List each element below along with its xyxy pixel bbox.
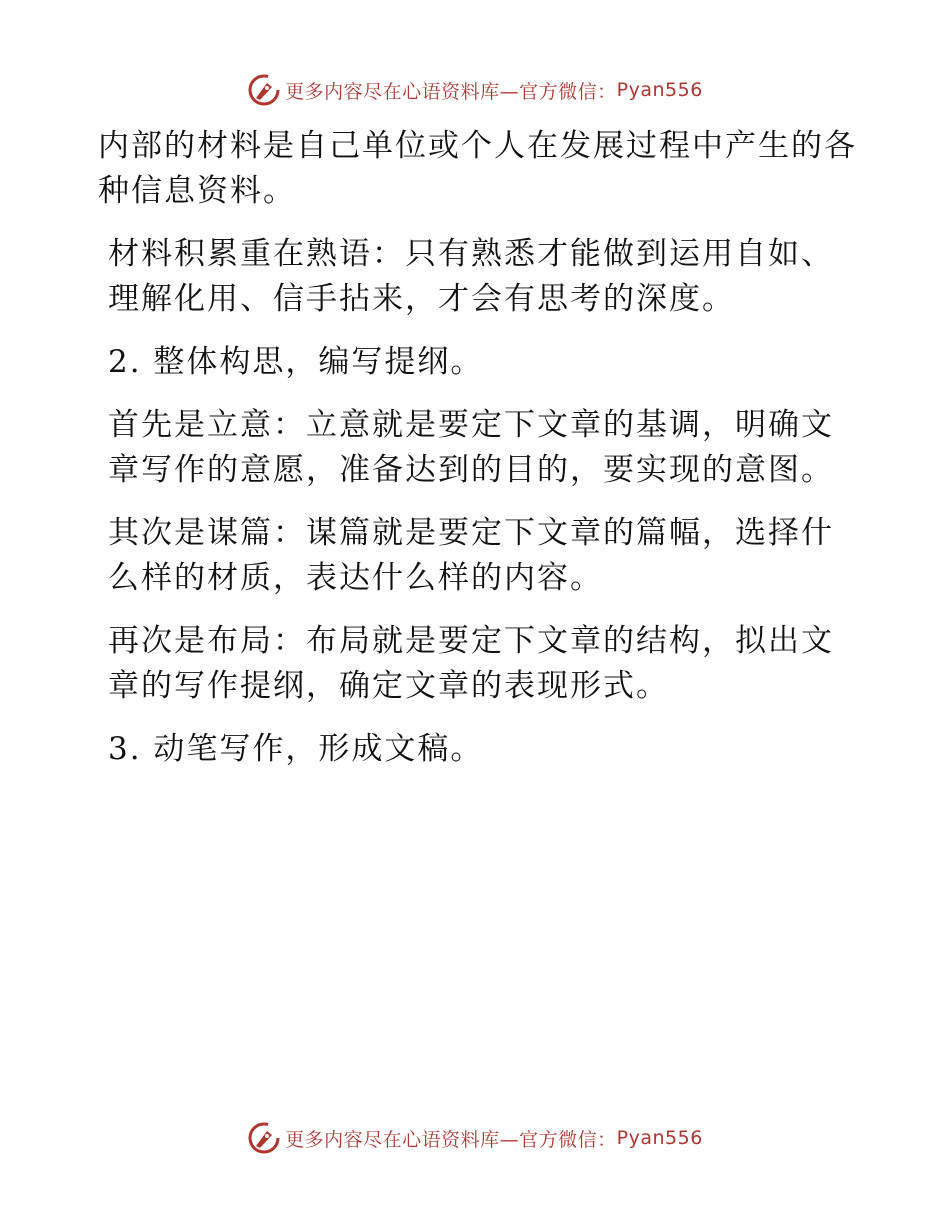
paragraph-layout: 再次是布局：布局就是要定下文章的结构，拟出文章的写作提纲，确定文章的表现形式。 <box>108 623 834 704</box>
heading-writing-draft: 3. 动笔写作，形成文稿。 <box>108 731 484 767</box>
pen-nib-circle-icon <box>247 1121 281 1155</box>
footer-wechat-id: Pyan556 <box>616 1127 703 1149</box>
header-site-text: 更多内容尽在心语资料库—官方微信： <box>285 80 617 103</box>
header-wechat-id: Pyan556 <box>616 79 703 101</box>
paragraph-planning: 其次是谋篇：谋篇就是要定下文章的篇幅，选择什么样的材质，表达什么样的内容。 <box>108 515 834 596</box>
document-body <box>98 124 858 790</box>
footer-site-text: 更多内容尽在心语资料库—官方微信： <box>285 1128 617 1151</box>
paragraph-internal-materials: 内部的材料是自己单位或个人在发展过程中产生的各种信息资料。 <box>98 128 857 209</box>
pen-nib-circle-icon <box>247 73 281 107</box>
heading-overall-conception: 2. 整体构思，编写提纲。 <box>108 344 484 380</box>
header-banner <box>0 70 950 110</box>
paragraph-theme-setting: 首先是立意：立意就是要定下文章的基调，明确文章写作的意愿，准备达到的目的，要实现的意图。 <box>108 407 834 488</box>
paragraph-material-accumulation: 材料积累重在熟语：只有熟悉才能做到运用自如、理解化用、信手拈来，才会有思考的深度。 <box>108 236 834 317</box>
footer-banner <box>0 1118 950 1158</box>
